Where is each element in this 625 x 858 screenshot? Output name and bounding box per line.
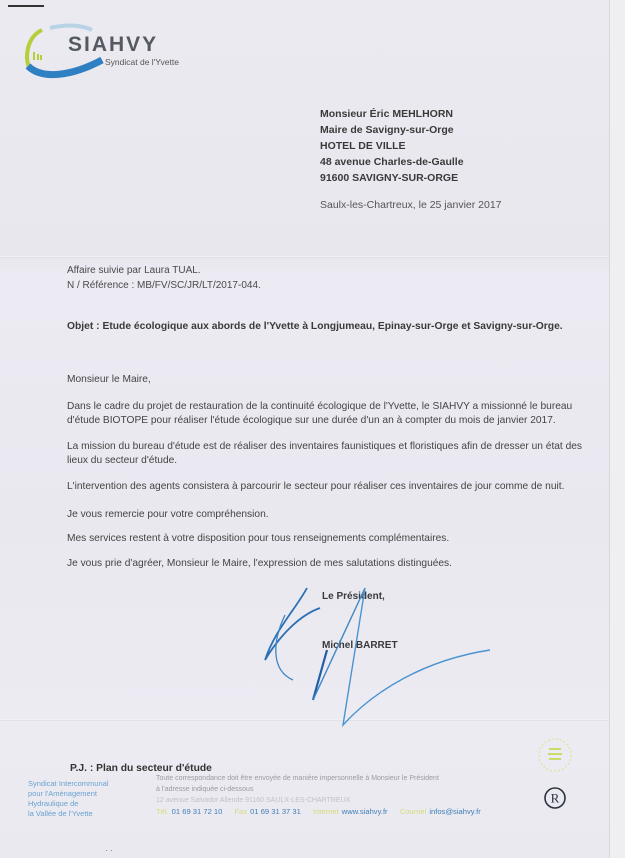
website-link[interactable]: www.siahvy.fr	[341, 807, 388, 816]
subject-line: Objet : Etude écologique aux abords de l'Yvette à Longjumeau, Epinay-sur-Orge et Savigny-sur-Orge.	[67, 321, 563, 332]
siahvy-logo	[22, 22, 192, 84]
signer-name: Michel BARRET	[322, 640, 398, 651]
recipient-address	[320, 106, 464, 186]
notice-line: Toute correspondance doit être envoyée de manière impersonnelle à Monsieur le Président	[156, 775, 439, 782]
attachment-note: P.J. : Plan du secteur d'étude	[70, 763, 212, 774]
org-line: pour l'Aménagement	[28, 789, 97, 798]
followed-by: Affaire suivie par Laura TUAL.	[67, 265, 201, 276]
notice-line: à l'adresse indiquée ci-dessous	[156, 786, 254, 793]
fax-value: 01 69 31 37 31	[250, 807, 301, 816]
recipient-line: Maire de Savigny-sur-Orge	[320, 124, 454, 136]
scan-margin	[609, 0, 625, 858]
logo-name: SIAHVY	[68, 33, 159, 56]
logo-subtitle: Syndicat de l'Yvette	[105, 57, 179, 67]
scan-artifact: · ·	[105, 846, 113, 855]
footer-organization	[28, 779, 108, 819]
body-paragraph: Je vous remercie pour votre compréhension.	[67, 509, 269, 520]
body-paragraph: Mes services restent à votre disposition pour tous renseignements complémentaires.	[67, 533, 450, 544]
body-paragraph: La mission du bureau d'étude est de réaliser des inventaires faunistiques et floristiques afin de dresser un état des lieux du secteur d'étude.	[67, 441, 583, 466]
org-line: Hydraulique de	[28, 799, 79, 808]
org-line: Syndicat Intercommunal	[28, 779, 109, 788]
email-label: Courriel	[399, 807, 427, 816]
email-link[interactable]: infos@siahvy.fr	[429, 807, 481, 816]
reference-block	[67, 263, 261, 293]
body-paragraph: Je vous prie d'agréer, Monsieur le Maire, l'expression de mes salutations distinguées.	[67, 558, 452, 569]
recipient-line: 48 avenue Charles-de-Gaulle	[320, 156, 464, 168]
registered-mark-icon	[543, 786, 567, 810]
recipient-line: HOTEL DE VILLE	[320, 140, 406, 152]
tel-value: 01 69 31 72 10	[171, 807, 223, 816]
paper-fold	[0, 256, 609, 258]
svg-text:R: R	[550, 790, 560, 806]
address-line: 12 avenue Salvador Allende 91160 SAULX-LES-CHARTREUX	[156, 797, 351, 804]
salutation: Monsieur le Maire,	[67, 374, 151, 385]
date-line: Saulx-les-Chartreux, le 25 janvier 2017	[320, 199, 502, 211]
reference-number: N / Référence : MB/FV/SC/JR/LT/2017-044.	[67, 280, 261, 291]
footer-contacts	[156, 807, 491, 816]
handwritten-signature-icon	[255, 580, 495, 730]
internet-label: Internet	[312, 807, 339, 816]
body-paragraph: Dans le cadre du projet de restauration de la continuité écologique de l'Yvette, le SIAHVY a missionné le bureau d'étude BIOTOPE pour réaliser l'étude écologique sur une durée d'un an à compter du mois de janvier 2017.	[67, 401, 573, 426]
tel-label: Tél.	[156, 807, 169, 816]
org-line: la Vallée de l'Yvette	[28, 809, 93, 818]
signer-title: Le Président,	[322, 591, 385, 602]
body-paragraph: L'intervention des agents consistera à parcourir le secteur pour réaliser ces inventaires de jour comme de nuit.	[67, 481, 565, 492]
eco-label-icon	[537, 737, 573, 773]
recipient-line: Monsieur Éric MEHLHORN	[320, 108, 454, 120]
footer-notice	[156, 773, 536, 806]
fax-label: Fax	[234, 807, 248, 816]
recipient-line: 91600 SAVIGNY-SUR-ORGE	[320, 172, 459, 184]
scan-mark	[8, 5, 44, 7]
